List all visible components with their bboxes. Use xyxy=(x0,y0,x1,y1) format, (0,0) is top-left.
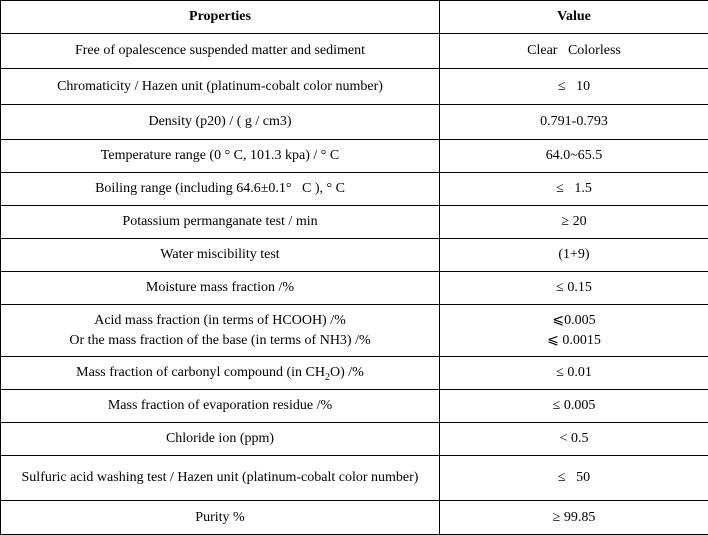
property-cell: Temperature range (0 ° C, 101.3 kpa) / ° C xyxy=(1,140,440,173)
property-cell: Chloride ion (ppm) xyxy=(1,423,440,456)
property-cell: Moisture mass fraction /% xyxy=(1,272,440,305)
table-row xyxy=(1,140,708,173)
property-cell xyxy=(1,305,440,357)
table-row xyxy=(1,272,708,305)
subscript: 2 xyxy=(325,371,330,383)
property-text: Mass fraction of carbonyl compound (in CH xyxy=(76,365,325,380)
value-cell: ≤ 50 xyxy=(440,456,708,501)
header-properties: Properties xyxy=(1,1,440,34)
property-cell: Free of opalescence suspended matter and sediment xyxy=(1,34,440,69)
value-cell: ≤ 0.01 xyxy=(440,357,708,390)
table-row xyxy=(1,456,708,501)
property-line: Or the mass fraction of the base (in terms of NH3) /% xyxy=(69,332,371,348)
table-row xyxy=(1,239,708,272)
table-row xyxy=(1,105,708,140)
table-row xyxy=(1,423,708,456)
table-row xyxy=(1,34,708,69)
table-row xyxy=(1,173,708,206)
table-header-row xyxy=(1,1,708,34)
property-cell: Chromaticity / Hazen unit (platinum-cobalt color number) xyxy=(1,69,440,105)
table-row xyxy=(1,69,708,105)
value-cell: < 0.5 xyxy=(440,423,708,456)
property-cell: Potassium permanganate test / min xyxy=(1,206,440,239)
value-cell: Clear Colorless xyxy=(440,34,708,69)
value-cell: ≥ 99.85 xyxy=(440,501,708,535)
property-cell: Boiling range (including 64.6±0.1° C ), ° C xyxy=(1,173,440,206)
value-line: ⩽ 0.0015 xyxy=(547,332,601,348)
value-line: ⩽0.005 xyxy=(552,312,596,328)
value-cell: ≤ 0.005 xyxy=(440,390,708,423)
value-cell: 0.791-0.793 xyxy=(440,105,708,140)
property-cell xyxy=(1,357,440,390)
value-cell: ≤ 10 xyxy=(440,69,708,105)
value-cell: 64.0~65.5 xyxy=(440,140,708,173)
table-row xyxy=(1,206,708,239)
table-row xyxy=(1,501,708,535)
header-value: Value xyxy=(440,1,708,34)
property-cell: Mass fraction of evaporation residue /% xyxy=(1,390,440,423)
property-cell: Sulfuric acid washing test / Hazen unit (platinum-cobalt color number) xyxy=(1,456,440,501)
value-cell xyxy=(440,305,708,357)
property-cell: Density (p20) / ( g / cm3) xyxy=(1,105,440,140)
property-cell: Water miscibility test xyxy=(1,239,440,272)
property-line: Acid mass fraction (in terms of HCOOH) /% xyxy=(94,312,346,328)
property-cell: Purity % xyxy=(1,501,440,535)
value-cell: ≤ 0.15 xyxy=(440,272,708,305)
property-text: O) /% xyxy=(330,365,364,380)
value-cell: (1+9) xyxy=(440,239,708,272)
table-row xyxy=(1,390,708,423)
value-cell: ≥ 20 xyxy=(440,206,708,239)
table-row xyxy=(1,305,708,357)
table-row xyxy=(1,357,708,390)
value-cell: ≤ 1.5 xyxy=(440,173,708,206)
